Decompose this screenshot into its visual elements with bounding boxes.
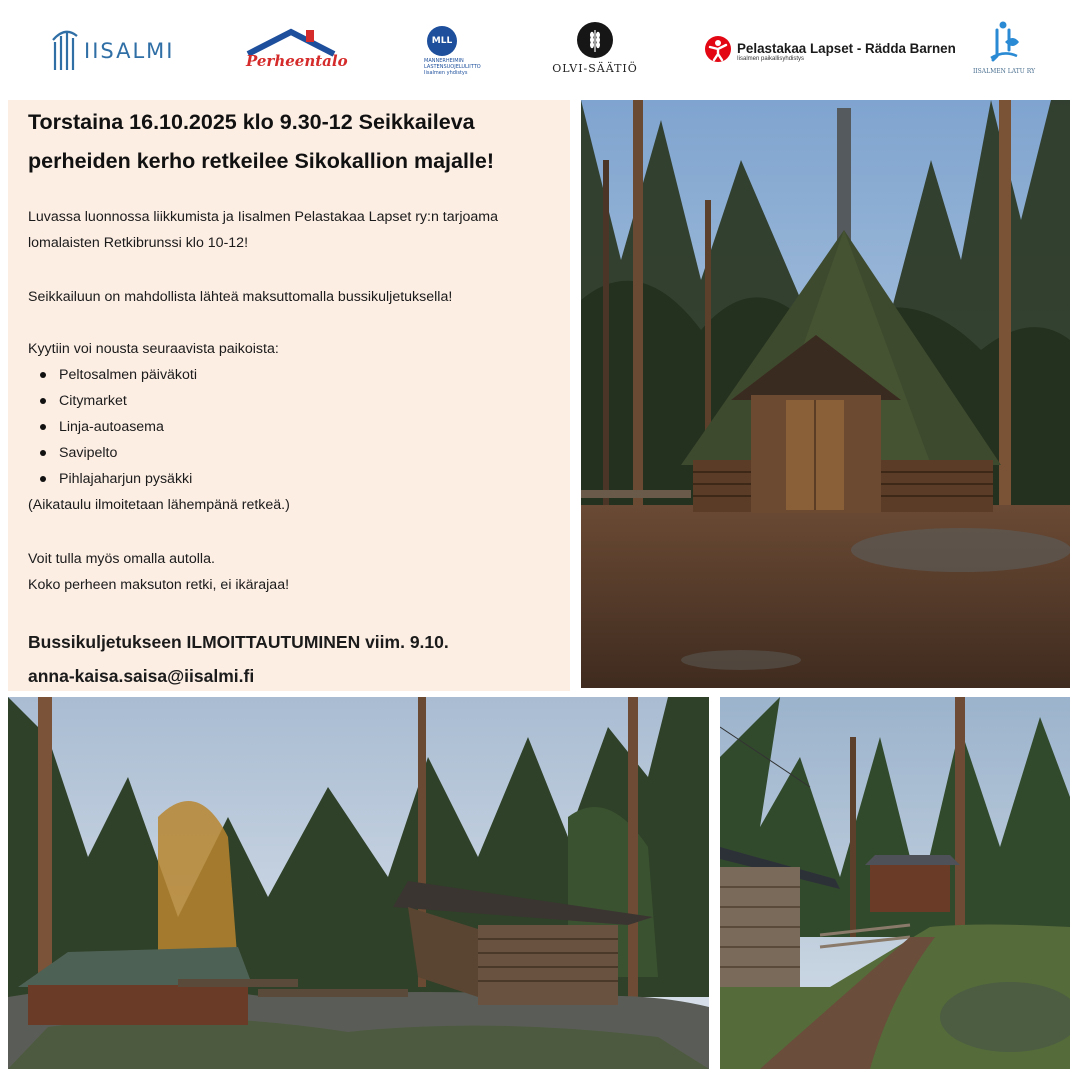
perheentalo-logo [244, 28, 348, 76]
olvi-saatio-logo-text: OLVI-SÄÄTIÖ [552, 62, 638, 75]
bus-note-text: Seikkailuun on mahdollista lähteä maksuttomalla bussikuljetuksella! [28, 289, 453, 305]
kota-hut-photo [581, 100, 1070, 688]
event-headline: Torstaina 16.10.2025 klo 9.30-12 Seikkaileva perheiden kerho retkeilee Sikokallion majalle! [28, 110, 495, 173]
pickup-stop: Peltosalmen päiväkoti [28, 362, 197, 388]
contact-email-link[interactable]: anna-kaisa.saisa@iisalmi.fi [28, 666, 255, 686]
pelastakaa-logo-text: Pelastakaa Lapset - Rädda Barnen [737, 40, 956, 56]
pickup-stop: Savipelto [28, 440, 197, 466]
olvi-saatio-logo [552, 22, 638, 82]
latu-logo-text: IISALMEN LATU RY [972, 68, 1036, 75]
latu-skier-icon [985, 20, 1023, 66]
intro-text: Luvassa luonnossa liikkumista ja Iisalmen Pelastakaa Lapset ry:n tarjoama lomalaisten Retkibrunssi klo 10-12! [28, 209, 499, 251]
pelastakaa-lapset-logo [704, 34, 956, 68]
pickup-stop: Linja-autoasema [28, 414, 197, 440]
schedule-note: (Aikataulu ilmoitetaan lähempänä retkeä.) [28, 497, 290, 513]
pickup-stop: Pihlajaharjun pysäkki [28, 466, 197, 492]
pickup-stop-list [28, 362, 197, 492]
signup-deadline: Bussikuljetukseen ILMOITTAUTUMINEN viim. 9.10. [28, 632, 449, 652]
lean-to-shelter-photo [8, 697, 709, 1069]
mll-badge-icon: MLL [427, 26, 457, 56]
sponsor-logo-strip [0, 0, 1080, 100]
car-note-text: Voit tulla myös omalla autolla. [28, 551, 215, 567]
wheat-ear-icon [577, 22, 613, 58]
iisalmi-logo [50, 26, 174, 76]
pelastakaa-logo-subtitle: Iisalmen paikallisyhdistys [737, 55, 805, 62]
announcement-panel [8, 100, 570, 691]
mll-logo-subtitle: MANNERHEIMIN LASTENSUOJELULIITTO Iisalmen yhdistys [424, 58, 481, 76]
pickup-stop: Citymarket [28, 388, 197, 414]
iisalmi-crest-icon [50, 26, 80, 76]
mll-logo [424, 26, 494, 78]
iisalmen-latu-logo [968, 20, 1040, 82]
iisalmi-logo-text: IISALMI [84, 39, 175, 63]
perheentalo-logo-text: Perheentalo [246, 52, 348, 70]
forest-path-photo [720, 697, 1070, 1069]
child-figure-icon [704, 35, 732, 67]
family-note-text: Koko perheen maksuton retki, ei ikärajaa! [28, 577, 290, 593]
pickup-intro-text: Kyytiin voi nousta seuraavista paikoista: [28, 341, 279, 357]
